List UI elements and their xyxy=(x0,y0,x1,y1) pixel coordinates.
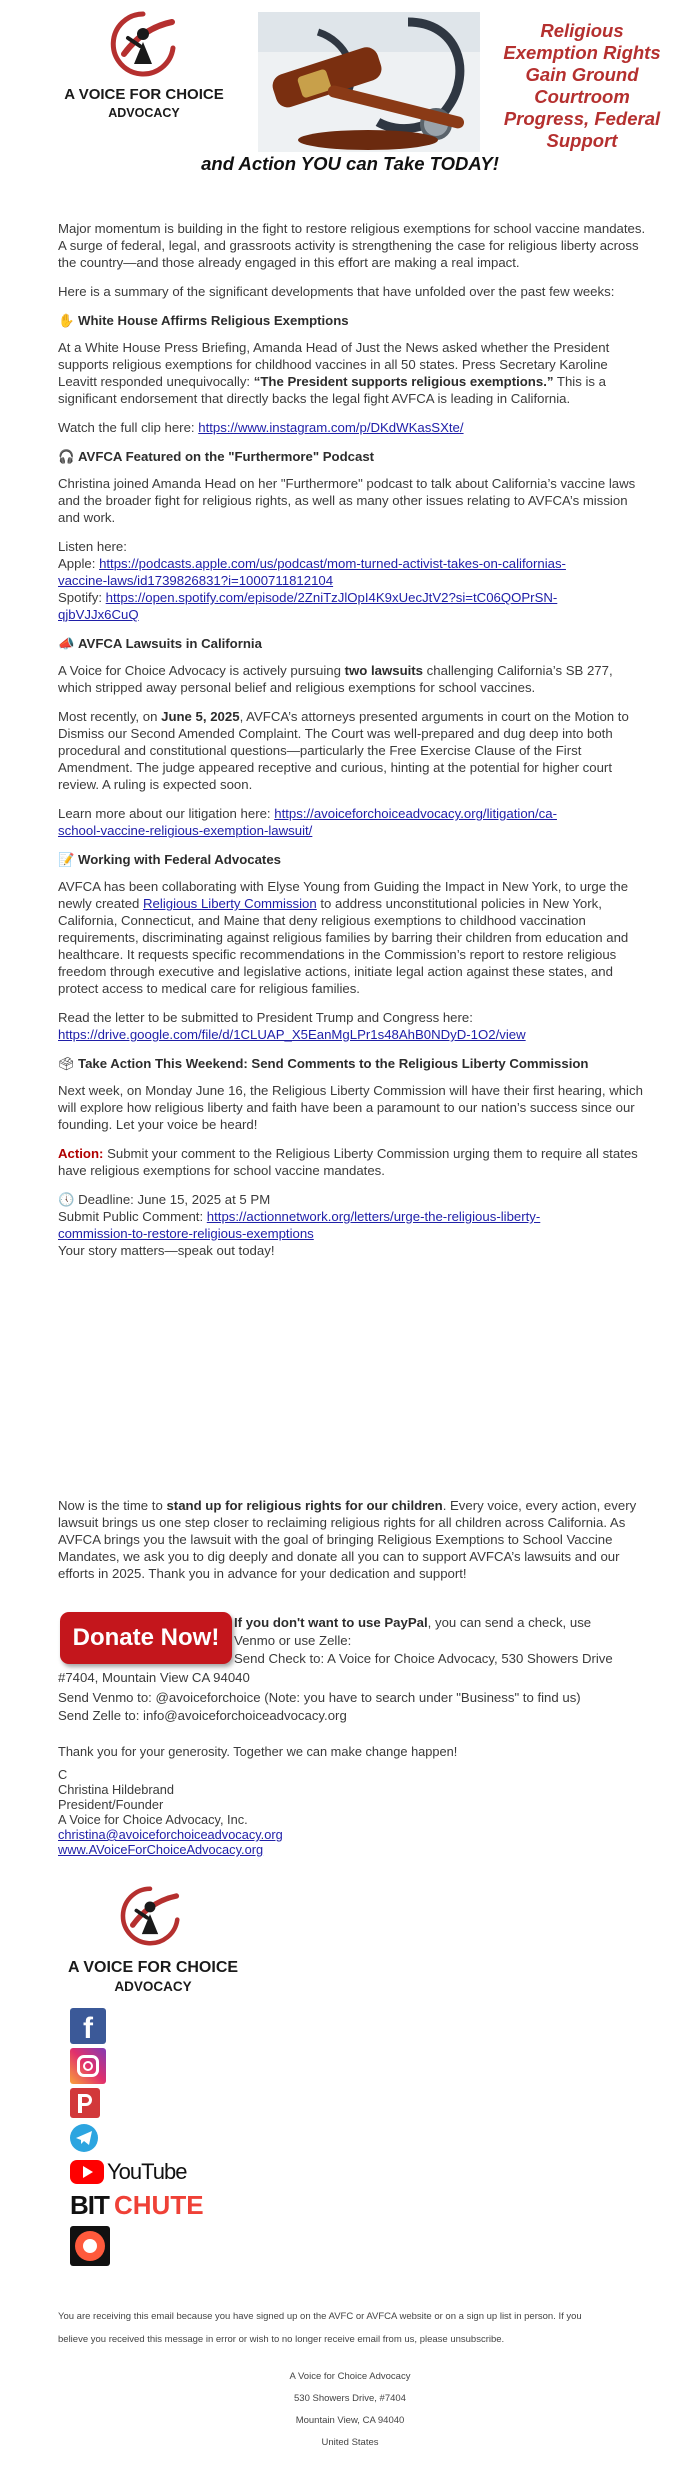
website-link[interactable]: www.AVoiceForChoiceAdvocacy.org xyxy=(58,1842,264,1857)
facebook-icon[interactable]: f xyxy=(70,2008,106,2044)
instagram-icon[interactable] xyxy=(70,2048,106,2084)
megaphone-icon: 📣 xyxy=(58,636,75,651)
religious-liberty-commission-link[interactable]: Religious Liberty Commission xyxy=(143,896,317,911)
heading-text: AVFCA Featured on the "Furthermore" Podcast xyxy=(78,449,375,464)
podcast-paragraph: Christina joined Amanda Head on her "Furthermore" podcast to talk about California’s vaccine laws and the broader fight for religious rights, as well as many other issues relating to AVFCA’s mission and work. xyxy=(58,476,636,525)
hearing-paragraph: Next week, on Monday June 16, the Religious Liberty Commission will have their first hearing, which will explore how religious liberty and faith have been a paramount to our nation’s success since our founding. Let your voice be heard! xyxy=(58,1083,643,1132)
telegram-icon[interactable] xyxy=(70,2124,98,2152)
thanks-line: Thank you for your generosity. Together we can make change happen! xyxy=(58,1744,458,1759)
section-heading-podcast xyxy=(58,448,648,465)
litigation-link[interactable]: https://avoiceforchoiceadvocacy.org/litigation/ca- xyxy=(274,806,557,821)
letter-drive-link[interactable]: https://drive.google.com/file/d/1CLUAP_X5EanMgLPr1s48AhB0NDyD-1O2/view xyxy=(58,1027,526,1042)
play-triangle xyxy=(83,2166,93,2178)
lawsuits-paragraph xyxy=(58,662,648,696)
payment-details xyxy=(58,1669,658,1725)
title-line: Gain Ground xyxy=(525,64,639,85)
apple-line-cont xyxy=(58,572,648,589)
gavel-stethoscope-image xyxy=(258,12,480,152)
paypal-bold: If you don't want to use PayPal xyxy=(234,1615,428,1630)
heading-text: Take Action This Weekend: Send Comments to the Religious Liberty Commission xyxy=(78,1056,589,1071)
intro-summary: Here is a summary of the significant developments that have unfolded over the past few weeks: xyxy=(58,284,615,299)
org-name-line2: ADVOCACY xyxy=(108,106,180,120)
title-line: Exemption Rights xyxy=(503,42,661,63)
section-heading-federal xyxy=(58,851,648,868)
venmo-zelle-line: Venmo or use Zelle: xyxy=(234,1633,352,1648)
action-network-link[interactable]: commission-to-restore-religious-exemptions xyxy=(58,1226,314,1241)
label: Learn more about our litigation here: xyxy=(58,806,275,821)
address-line: Mountain View, CA 94040 xyxy=(295,2415,405,2426)
section-heading-white-house xyxy=(58,312,648,329)
label: Apple: xyxy=(58,556,100,571)
avfca-logo xyxy=(88,8,198,80)
text: Submit your comment to the Religious Liberty Commission urging them to require all states have religious exemptions for school vaccine mandates. xyxy=(58,1146,638,1178)
gab-icon[interactable] xyxy=(70,2226,110,2266)
apple-line xyxy=(58,555,648,572)
spotify-link[interactable]: https://open.spotify.com/episode/2ZniTzJlOpI4K9xUecJtV2?si=tC06QOPrSN- xyxy=(105,590,558,605)
signer-name: Christina Hildebrand xyxy=(58,1782,174,1797)
action-paragraph xyxy=(58,1145,648,1179)
address-line: United States xyxy=(321,2437,379,2448)
clock-icon: 🕔 xyxy=(58,1192,75,1207)
instagram-clip-link[interactable]: https://www.instagram.com/p/DKdWKasSXte/ xyxy=(198,420,464,435)
text: challenging California’s SB 277, which stripped away personal belief and religious exemptions for school vaccines. xyxy=(58,663,613,695)
footer-address xyxy=(0,2366,700,2454)
label: Spotify: xyxy=(58,590,106,605)
text: AVFCA has been collaborating with Elyse Young from Guiding the Impact in New York, to urge the newly created xyxy=(58,879,629,911)
zelle-line: Send Zelle to: info@avoiceforchoiceadvocacy.org xyxy=(58,1708,347,1723)
newsletter-subtitle: and Action YOU can Take TODAY! xyxy=(201,153,499,174)
bold-date: June 5, 2025 xyxy=(161,709,240,724)
action-network-link[interactable]: https://actionnetwork.org/letters/urge-the-religious-liberty- xyxy=(206,1209,541,1224)
footer-org-line1: A VOICE FOR CHOICE xyxy=(67,1959,239,1976)
footer-org-line2: ADVOCACY xyxy=(114,1979,192,1994)
notice-line: You are receiving this email because you have signed up on the AVFC or AVFCA website or on a sign up list in person. If you xyxy=(58,2311,582,2322)
donate-appeal xyxy=(58,1497,648,1582)
apple-podcast-link[interactable]: https://podcasts.apple.com/us/podcast/mom-turned-activist-takes-on-californias- xyxy=(99,556,566,571)
ballot-icon: 🗳 xyxy=(58,1056,75,1071)
white-house-paragraph xyxy=(58,339,648,407)
signer-role: President/Founder xyxy=(58,1797,164,1812)
writing-hand-icon: 📝 xyxy=(58,852,75,867)
hand-icon: ✋ xyxy=(58,313,75,328)
text: Most recently, on xyxy=(58,709,162,724)
deadline-line xyxy=(58,1191,648,1208)
email-footer-notice xyxy=(58,2308,658,2349)
check-address-cont: #7404, Mountain View CA 94040 xyxy=(58,1670,250,1685)
footer-org-name xyxy=(58,1958,248,1996)
address-line: A Voice for Choice Advocacy xyxy=(289,2371,411,2382)
org-name-line1: A VOICE FOR CHOICE xyxy=(64,86,224,103)
spotify-line-cont xyxy=(58,606,648,623)
label: Submit Public Comment: xyxy=(58,1209,207,1224)
heading-text: Working with Federal Advocates xyxy=(78,852,281,867)
title-line: Progress, Federal xyxy=(503,108,661,129)
court-paragraph xyxy=(58,708,648,793)
title-line: Courtroom xyxy=(534,86,630,107)
listen-label: Listen here: xyxy=(58,539,127,554)
title-line: Support xyxy=(546,130,618,151)
spotify-link[interactable]: qjbVJJx6CuQ xyxy=(58,607,139,622)
heading-text: AVFCA Lawsuits in California xyxy=(78,636,262,651)
submit-line xyxy=(58,1208,648,1225)
bold-text: stand up for religious rights for our children xyxy=(166,1498,443,1513)
headphones-icon: 🎧 xyxy=(58,449,75,464)
letter-line xyxy=(58,1009,648,1043)
signer-org: A Voice for Choice Advocacy, Inc. xyxy=(58,1812,248,1827)
federal-paragraph xyxy=(58,878,648,997)
action-label: Action: xyxy=(58,1146,104,1161)
check-line: Send Check to: A Voice for Choice Advocacy, 530 Showers Drive xyxy=(234,1651,613,1666)
donate-now-button[interactable]: Donate Now! xyxy=(60,1612,232,1664)
newsletter-body xyxy=(58,220,648,1271)
heading-text: White House Affirms Religious Exemptions xyxy=(78,313,349,328)
paper-plane-icon xyxy=(70,2124,98,2152)
deadline-text: Deadline: June 15, 2025 at 5 PM xyxy=(78,1192,271,1207)
intro-paragraph: Major momentum is building in the fight to restore religious exemptions for school vaccine mandates. A surge of federal, legal, and grassroots activity is strengthening the case for religious liberty across the country—and those already engaged in this effort are making a real impact. xyxy=(58,221,646,270)
apple-podcast-link[interactable]: vaccine-laws/id1739826831?i=1000711812104 xyxy=(58,573,334,588)
footer-avfca-logo xyxy=(100,1880,200,1952)
text: . Every voice, every action, every lawsuit brings us one step closer to reclaiming religious rights for all children across California. As AVFCA brings you the lawsuit with the goal of bringing Religious Exemptions to School Vaccine Mandates, we ask you to dig deeply and donate all you can to support AVFCA’s lawsuits and our efforts in 2025. Thank you in advance for your dedication and support! xyxy=(58,1498,637,1581)
section-heading-take-action xyxy=(58,1055,648,1072)
label: Watch the full clip here: xyxy=(58,420,199,435)
paypal-line xyxy=(234,1614,654,1632)
watch-clip-line xyxy=(58,419,648,436)
donate-section xyxy=(58,1497,648,1594)
newsletter-title xyxy=(482,20,682,152)
text: A Voice for Choice Advocacy is actively pursuing xyxy=(58,663,345,678)
litigation-line xyxy=(58,805,648,839)
section-heading-lawsuits xyxy=(58,635,648,652)
label: Read the letter to be submitted to President Trump and Congress here: xyxy=(58,1010,473,1025)
bitchute-wordmark-a: BIT xyxy=(70,2190,109,2220)
notice-line: believe you received this message in error or wish to no longer receive email from us, please unsubscribe. xyxy=(58,2334,505,2345)
address-line: 530 Showers Drive, #7404 xyxy=(294,2393,406,2404)
bold-text: two lawsuits xyxy=(344,663,424,678)
signature-initial: C xyxy=(58,1767,68,1782)
text: At a White House Press Briefing, Amanda Head of Just the News asked whether the President supports religious exemptions for childhood vaccines in all 50 states. Press Secretary Karoline Leavitt responded unequivocally: xyxy=(58,340,610,389)
email-link[interactable]: christina@avoiceforchoiceadvocacy.org xyxy=(58,1827,283,1842)
youtube-wordmark: YouTube xyxy=(107,2159,187,2184)
venmo-line: Send Venmo to: @avoiceforchoice (Note: you have to search under "Business" to find us) xyxy=(58,1690,581,1705)
youtube-link[interactable] xyxy=(70,2157,187,2185)
story-line: Your story matters—speak out today! xyxy=(58,1243,275,1258)
litigation-link[interactable]: school-vaccine-religious-exemption-lawsuit/ xyxy=(58,823,313,838)
text: This is a significant endorsement that directly backs the legal fight AVFCA is leading in California. xyxy=(58,374,606,406)
bitchute-link[interactable] xyxy=(70,2190,220,2220)
text: , you can send a check, use xyxy=(427,1615,592,1630)
payment-options xyxy=(234,1614,654,1668)
submit-line-cont xyxy=(58,1225,648,1242)
bitchute-wordmark-b: CHUTE xyxy=(114,2190,204,2220)
text: Now is the time to xyxy=(58,1498,167,1513)
text: to address unconstitutional policies in New York, California, Connecticut, and Maine that deny religious exemptions to childhood vaccination requirements, discriminating against religious families by barring their children from education and healthcare. It requests specific recommendations in the Commission’s report to restore religious freedom through executive and legislative actions, initiate legal action against these states, and protect access to medical care for religious families. xyxy=(58,896,629,996)
podcast-links xyxy=(58,538,648,623)
parler-icon[interactable] xyxy=(70,2088,100,2118)
leavitt-quote: “The President supports religious exemptions.” xyxy=(253,374,554,389)
signoff xyxy=(58,1744,658,1857)
title-line: Religious xyxy=(540,20,624,41)
text: , AVFCA’s attorneys presented arguments in court on the Motion to Dismiss our Second Amended Complaint. The Court was well-prepared and dug deep into both procedural and constitutional questions—particularly the Free Exercise Clause of the First Amendment. The judge appeared receptive and curious, hinting at the potential for higher court review. A ruling is expected soon. xyxy=(58,709,629,792)
deadline-block xyxy=(58,1191,648,1259)
spotify-line xyxy=(58,589,648,606)
